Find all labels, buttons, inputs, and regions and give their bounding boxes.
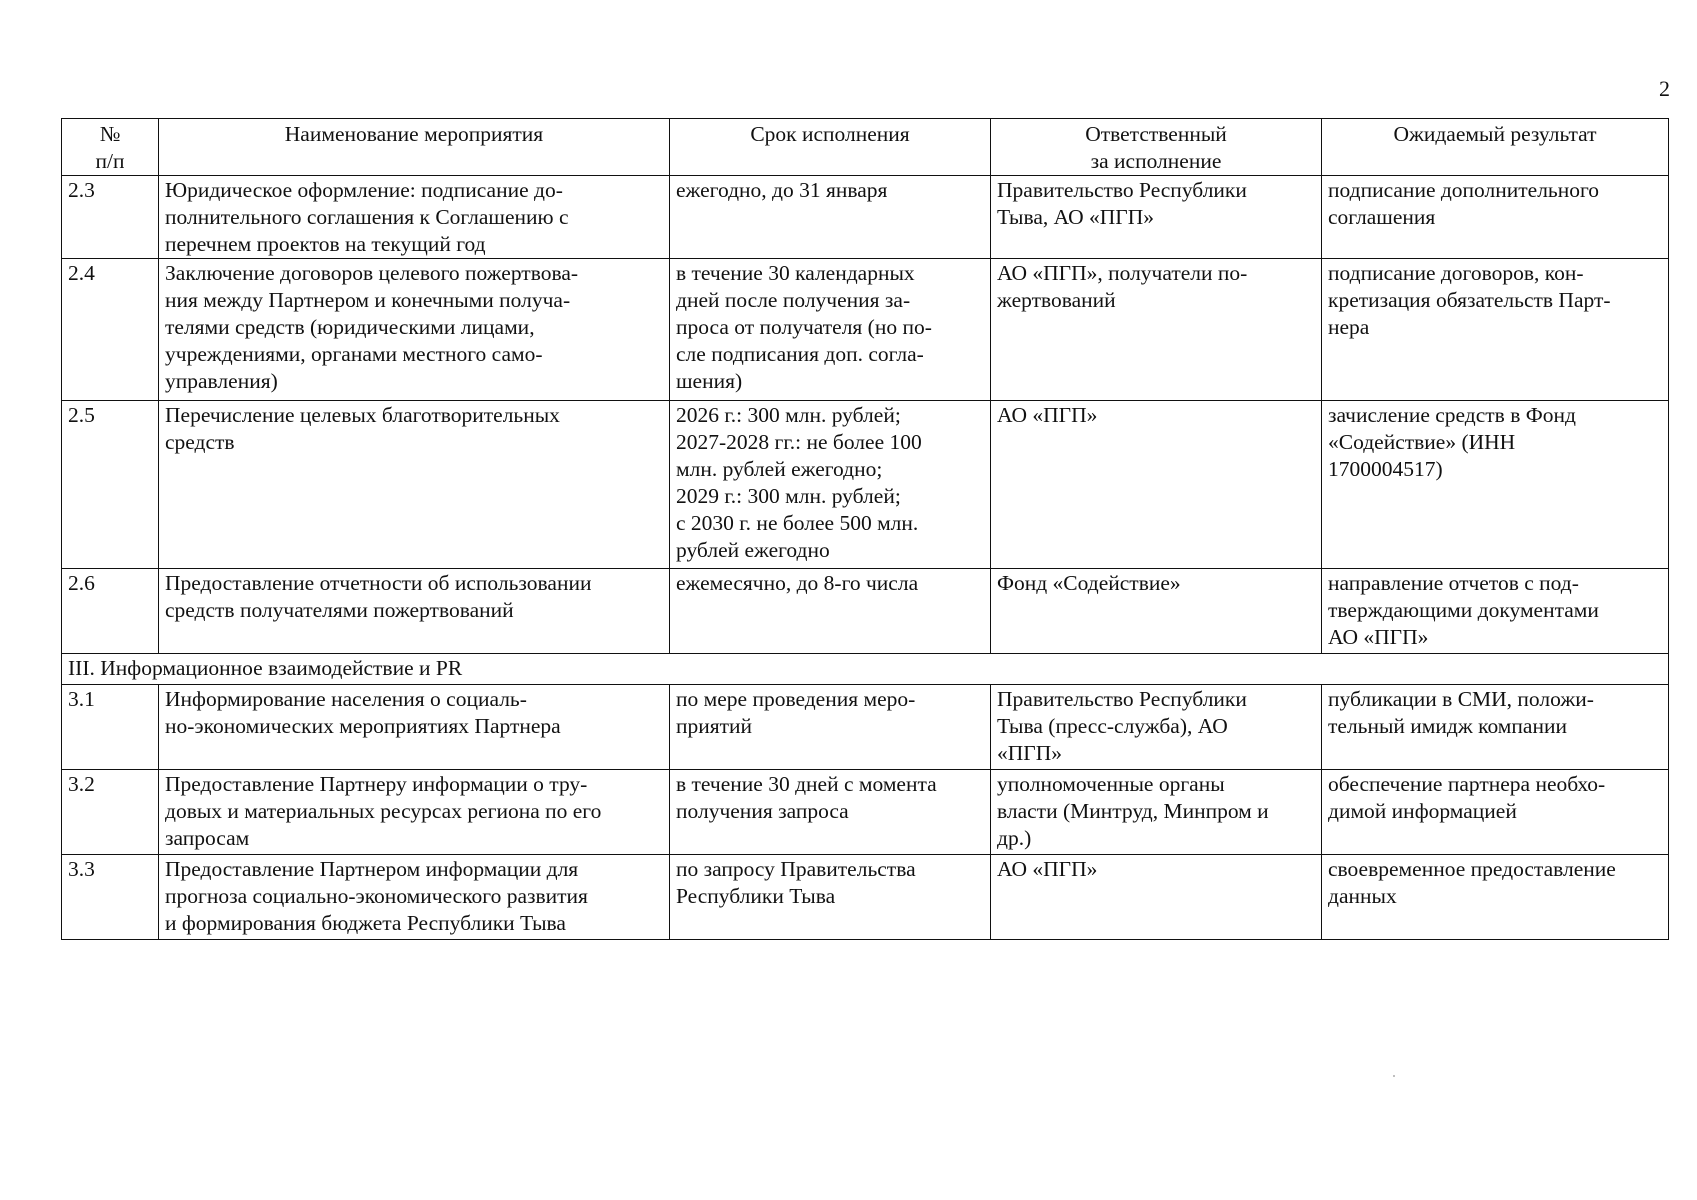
cell-line: Заключение договоров целевого пожертвова-: [165, 261, 579, 285]
expected-result-cell: [1322, 770, 1669, 855]
cell-line: Информирование населения о социаль-: [165, 687, 527, 711]
table-row: [62, 770, 1669, 855]
responsible-cell: [991, 401, 1322, 569]
cell-line: ния между Партнером и конечными получа-: [165, 288, 571, 312]
cell-line: довых и материальных ресурсах региона по его: [165, 799, 602, 823]
table-row: [62, 176, 1669, 259]
cell-line: направление отчетов с под-: [1328, 571, 1579, 595]
cell-line: Республики Тыва: [676, 884, 836, 908]
cell-line: публикации в СМИ, положи-: [1328, 687, 1594, 711]
deadline-cell: [670, 401, 991, 569]
header-activity-name: [159, 119, 670, 176]
cell-line: Предоставление Партнеру информации о тру-: [165, 772, 588, 796]
expected-result-cell: [1322, 855, 1669, 940]
cell-line: 2026 г.: 300 млн. рублей;: [676, 403, 901, 427]
activity-name-cell: [159, 401, 670, 569]
cell-line: Перечисление целевых благотворительных: [165, 403, 560, 427]
cell-line: Правительство Республики: [997, 178, 1247, 202]
header-deadline: [670, 119, 991, 176]
header-expected-result-text: Ожидаемый результат: [1393, 122, 1597, 146]
action-plan-table: [61, 118, 1669, 940]
table-row: [62, 569, 1669, 654]
header-number-abbr: п/п: [95, 149, 125, 173]
responsible-cell: [991, 569, 1322, 654]
cell-line: обеспечение партнера необхо-: [1328, 772, 1606, 796]
cell-line: учреждениями, органами местного само-: [165, 342, 543, 366]
activity-name-cell: [159, 770, 670, 855]
cell-line: дней после получения за-: [676, 288, 911, 312]
cell-line: власти (Минтруд, Минпром и: [997, 799, 1269, 823]
deadline-cell: [670, 176, 991, 259]
row-number: 2.3: [62, 176, 159, 259]
cell-line: 2029 г.: 300 млн. рублей;: [676, 484, 901, 508]
activity-name-cell: [159, 855, 670, 940]
cell-line: димой информацией: [1328, 799, 1517, 823]
header-expected-result: [1322, 119, 1669, 176]
cell-line: Фонд «Содействие»: [997, 571, 1181, 595]
row-number: 3.2: [62, 770, 159, 855]
header-activity-name-text: Наименование мероприятия: [284, 122, 544, 146]
row-number: 3.1: [62, 685, 159, 770]
table-row: [62, 259, 1669, 401]
cell-line: своевременное предоставление: [1328, 857, 1616, 881]
cell-line: млн. рублей ежегодно;: [676, 457, 883, 481]
cell-line: данных: [1328, 884, 1397, 908]
cell-line: тверждающими документами: [1328, 598, 1599, 622]
cell-line: «Содействие» (ИНН: [1328, 430, 1516, 454]
table-row: [62, 401, 1669, 569]
header-responsible-line1: Ответственный: [1085, 122, 1227, 146]
cell-line: запросам: [165, 826, 250, 850]
expected-result-cell: [1322, 259, 1669, 401]
header-responsible: [991, 119, 1322, 176]
cell-line: тельный имидж компании: [1328, 714, 1567, 738]
responsible-cell: [991, 770, 1322, 855]
cell-line: телями средств (юридическими лицами,: [165, 315, 535, 339]
cell-line: прогноза социально-экономического развития: [165, 884, 588, 908]
cell-line: проса от получателя (но по-: [676, 315, 932, 339]
deadline-cell: [670, 770, 991, 855]
cell-line: перечнем проектов на текущий год: [165, 232, 486, 256]
expected-result-cell: [1322, 569, 1669, 654]
cell-line: АО «ПГП», получатели по-: [997, 261, 1248, 285]
responsible-cell: [991, 685, 1322, 770]
cell-line: подписание договоров, кон-: [1328, 261, 1584, 285]
cell-line: АО «ПГП»: [1328, 625, 1429, 649]
cell-line: управления): [165, 369, 278, 393]
cell-line: средств получателями пожертвований: [165, 598, 514, 622]
activity-name-cell: [159, 176, 670, 259]
page-number: 2: [1659, 76, 1670, 101]
cell-line: Правительство Республики: [997, 687, 1247, 711]
activity-name-cell: [159, 259, 670, 401]
deadline-cell: [670, 855, 991, 940]
scan-speck: [1393, 1075, 1395, 1077]
expected-result-cell: [1322, 176, 1669, 259]
responsible-cell: [991, 259, 1322, 401]
deadline-cell: [670, 685, 991, 770]
header-deadline-text: Срок исполнения: [750, 122, 910, 146]
cell-line: по запросу Правительства: [676, 857, 916, 881]
row-number: 3.3: [62, 855, 159, 940]
cell-line: подписание дополнительного: [1328, 178, 1600, 202]
table-row: [62, 685, 1669, 770]
cell-line: и формирования бюджета Республики Тыва: [165, 911, 566, 935]
cell-line: сле подписания доп. согла-: [676, 342, 924, 366]
table-row: [62, 855, 1669, 940]
header-responsible-line2: за исполнение: [1090, 149, 1222, 173]
row-number: 2.5: [62, 401, 159, 569]
cell-line: др.): [997, 826, 1032, 850]
deadline-cell: [670, 259, 991, 401]
cell-line: Юридическое оформление: подписание до-: [165, 178, 563, 202]
row-number: 2.6: [62, 569, 159, 654]
section-heading: III. Информационное взаимодействие и PR: [62, 654, 1669, 685]
expected-result-cell: [1322, 401, 1669, 569]
cell-line: рублей ежегодно: [676, 538, 830, 562]
section-heading-row: [62, 654, 1669, 685]
expected-result-cell: [1322, 685, 1669, 770]
cell-line: ежемесячно, до 8-го числа: [676, 571, 919, 595]
cell-line: полнительного соглашения к Соглашению с: [165, 205, 569, 229]
cell-line: но-экономических мероприятиях Партнера: [165, 714, 561, 738]
cell-line: АО «ПГП»: [997, 403, 1098, 427]
cell-line: Предоставление отчетности об использовании: [165, 571, 592, 595]
responsible-cell: [991, 176, 1322, 259]
cell-line: «ПГП»: [997, 741, 1062, 765]
cell-line: приятий: [676, 714, 753, 738]
cell-line: Тыва (пресс-служба), АО: [997, 714, 1228, 738]
cell-line: кретизация обязательств Парт-: [1328, 288, 1611, 312]
header-number: [62, 119, 159, 176]
cell-line: АО «ПГП»: [997, 857, 1098, 881]
cell-line: уполномоченные органы: [997, 772, 1225, 796]
cell-line: с 2030 г. не более 500 млн.: [676, 511, 919, 535]
table-header-row: [62, 119, 1669, 176]
cell-line: в течение 30 календарных: [676, 261, 915, 285]
cell-line: нера: [1328, 315, 1370, 339]
deadline-cell: [670, 569, 991, 654]
activity-name-cell: [159, 685, 670, 770]
responsible-cell: [991, 855, 1322, 940]
cell-line: получения запроса: [676, 799, 849, 823]
cell-line: шения): [676, 369, 743, 393]
cell-line: зачисление средств в Фонд: [1328, 403, 1576, 427]
cell-line: 1700004517): [1328, 457, 1443, 481]
cell-line: 2027-2028 гг.: не более 100: [676, 430, 922, 454]
cell-line: в течение 30 дней с момента: [676, 772, 937, 796]
row-number: 2.4: [62, 259, 159, 401]
cell-line: по мере проведения меро-: [676, 687, 916, 711]
cell-line: жертвований: [997, 288, 1116, 312]
cell-line: соглашения: [1328, 205, 1436, 229]
header-number-symbol: №: [99, 122, 121, 146]
cell-line: Тыва, АО «ПГП»: [997, 205, 1155, 229]
cell-line: ежегодно, до 31 января: [676, 178, 888, 202]
activity-name-cell: [159, 569, 670, 654]
cell-line: средств: [165, 430, 235, 454]
cell-line: Предоставление Партнером информации для: [165, 857, 579, 881]
